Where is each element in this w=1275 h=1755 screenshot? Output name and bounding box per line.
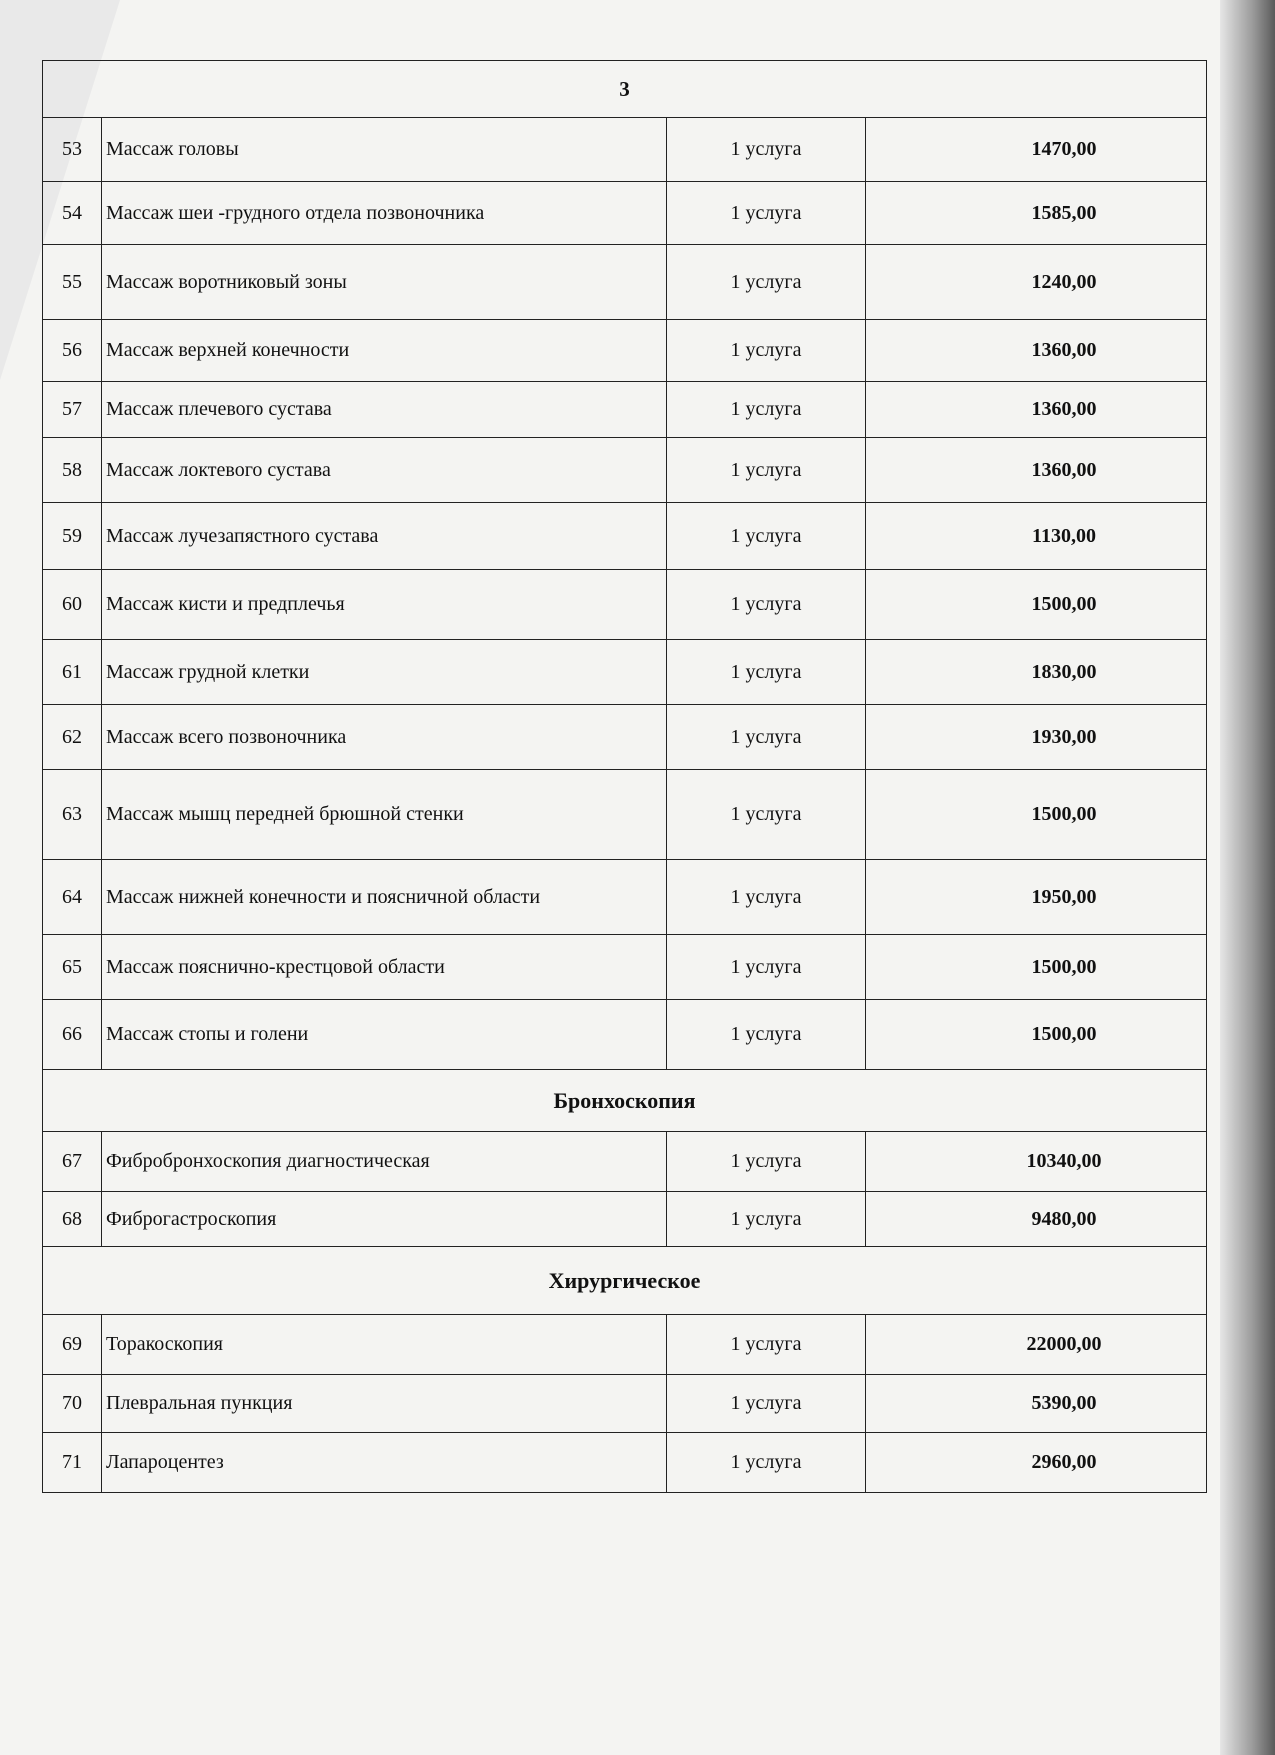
service-unit: 1 услуга bbox=[667, 245, 866, 320]
row-number: 60 bbox=[43, 570, 102, 640]
service-price: 1360,00 bbox=[866, 320, 1207, 382]
table-row bbox=[43, 438, 1207, 503]
service-unit: 1 услуга bbox=[667, 382, 866, 438]
service-price: 1360,00 bbox=[866, 382, 1207, 438]
service-name: Лапароцентез bbox=[102, 1433, 667, 1493]
table-row bbox=[43, 1315, 1207, 1375]
row-number: 63 bbox=[43, 770, 102, 860]
service-unit: 1 услуга bbox=[667, 1375, 866, 1433]
row-number: 55 bbox=[43, 245, 102, 320]
service-name: Массаж шеи -грудного отдела позвоночника bbox=[102, 182, 667, 245]
service-price: 1950,00 bbox=[866, 860, 1207, 935]
service-name: Массаж мышц передней брюшной стенки bbox=[102, 770, 667, 860]
service-price: 1130,00 bbox=[866, 503, 1207, 570]
service-unit: 1 услуга bbox=[667, 770, 866, 860]
service-name: Массаж кисти и предплечья bbox=[102, 570, 667, 640]
row-number: 54 bbox=[43, 182, 102, 245]
service-price: 1830,00 bbox=[866, 640, 1207, 705]
service-price: 1500,00 bbox=[866, 935, 1207, 1000]
service-unit: 1 услуга bbox=[667, 503, 866, 570]
service-price: 1500,00 bbox=[866, 570, 1207, 640]
service-name: Массаж воротниковый зоны bbox=[102, 245, 667, 320]
service-name: Массаж всего позвоночника bbox=[102, 705, 667, 770]
service-unit: 1 услуга bbox=[667, 640, 866, 705]
table-row bbox=[43, 1433, 1207, 1493]
row-number: 69 bbox=[43, 1315, 102, 1375]
section-row bbox=[43, 1070, 1207, 1132]
table-row bbox=[43, 570, 1207, 640]
table-row bbox=[43, 1132, 1207, 1192]
table-row bbox=[43, 1192, 1207, 1247]
row-number: 67 bbox=[43, 1132, 102, 1192]
service-unit: 1 услуга bbox=[667, 935, 866, 1000]
table-row bbox=[43, 382, 1207, 438]
service-name: Массаж верхней конечности bbox=[102, 320, 667, 382]
row-number: 66 bbox=[43, 1000, 102, 1070]
service-name: Массаж нижней конечности и поясничной области bbox=[102, 860, 667, 935]
service-unit: 1 услуга bbox=[667, 1000, 866, 1070]
table-row bbox=[43, 320, 1207, 382]
service-price: 22000,00 bbox=[866, 1315, 1207, 1375]
row-number: 57 bbox=[43, 382, 102, 438]
service-name: Фибробронхоскопия диагностическая bbox=[102, 1132, 667, 1192]
table-row bbox=[43, 1375, 1207, 1433]
table-row bbox=[43, 1000, 1207, 1070]
row-number: 59 bbox=[43, 503, 102, 570]
section-row bbox=[43, 1247, 1207, 1315]
row-number: 62 bbox=[43, 705, 102, 770]
service-unit: 1 услуга bbox=[667, 570, 866, 640]
row-number: 70 bbox=[43, 1375, 102, 1433]
page-number: 3 bbox=[43, 61, 1207, 118]
service-price: 1500,00 bbox=[866, 770, 1207, 860]
service-unit: 1 услуга bbox=[667, 1192, 866, 1247]
table-row bbox=[43, 705, 1207, 770]
service-price: 1930,00 bbox=[866, 705, 1207, 770]
section-heading: Бронхоскопия bbox=[43, 1070, 1207, 1132]
table-row bbox=[43, 860, 1207, 935]
section-heading: Хирургическое bbox=[43, 1247, 1207, 1315]
service-name: Плевральная пункция bbox=[102, 1375, 667, 1433]
service-name: Массаж стопы и голени bbox=[102, 1000, 667, 1070]
page-edge-shadow bbox=[1220, 0, 1275, 1755]
service-price: 1500,00 bbox=[866, 1000, 1207, 1070]
service-unit: 1 услуга bbox=[667, 1315, 866, 1375]
row-number: 65 bbox=[43, 935, 102, 1000]
service-unit: 1 услуга bbox=[667, 438, 866, 503]
service-price: 5390,00 bbox=[866, 1375, 1207, 1433]
service-unit: 1 услуга bbox=[667, 860, 866, 935]
row-number: 71 bbox=[43, 1433, 102, 1493]
service-unit: 1 услуга bbox=[667, 1433, 866, 1493]
service-unit: 1 услуга bbox=[667, 320, 866, 382]
service-price: 1360,00 bbox=[866, 438, 1207, 503]
service-price: 2960,00 bbox=[866, 1433, 1207, 1493]
service-price: 9480,00 bbox=[866, 1192, 1207, 1247]
service-name: Массаж пояснично-крестцовой области bbox=[102, 935, 667, 1000]
row-number: 61 bbox=[43, 640, 102, 705]
table-row bbox=[43, 245, 1207, 320]
service-price: 1470,00 bbox=[866, 118, 1207, 182]
row-number: 68 bbox=[43, 1192, 102, 1247]
service-name: Массаж головы bbox=[102, 118, 667, 182]
table-row bbox=[43, 118, 1207, 182]
row-number: 56 bbox=[43, 320, 102, 382]
service-unit: 1 услуга bbox=[667, 118, 866, 182]
service-name: Фиброгастроскопия bbox=[102, 1192, 667, 1247]
table-row bbox=[43, 640, 1207, 705]
page-number-row bbox=[43, 61, 1207, 118]
service-name: Массаж локтевого сустава bbox=[102, 438, 667, 503]
service-name: Массаж плечевого сустава bbox=[102, 382, 667, 438]
service-unit: 1 услуга bbox=[667, 1132, 866, 1192]
row-number: 53 bbox=[43, 118, 102, 182]
table-row bbox=[43, 935, 1207, 1000]
service-name: Массаж грудной клетки bbox=[102, 640, 667, 705]
price-table bbox=[42, 60, 1207, 1493]
service-unit: 1 услуга bbox=[667, 182, 866, 245]
service-price: 1585,00 bbox=[866, 182, 1207, 245]
service-name: Массаж лучезапястного сустава bbox=[102, 503, 667, 570]
service-price: 1240,00 bbox=[866, 245, 1207, 320]
table-row bbox=[43, 182, 1207, 245]
row-number: 58 bbox=[43, 438, 102, 503]
service-price: 10340,00 bbox=[866, 1132, 1207, 1192]
service-name: Торакоскопия bbox=[102, 1315, 667, 1375]
table-row bbox=[43, 770, 1207, 860]
table-row bbox=[43, 503, 1207, 570]
row-number: 64 bbox=[43, 860, 102, 935]
service-unit: 1 услуга bbox=[667, 705, 866, 770]
